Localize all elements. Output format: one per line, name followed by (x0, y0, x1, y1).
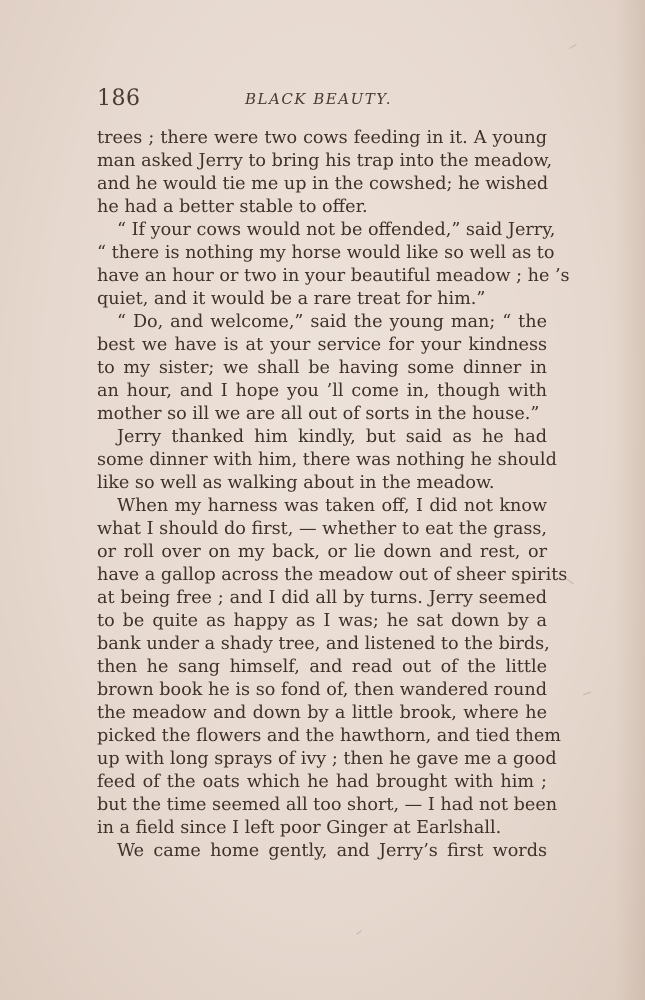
paper-speck (356, 930, 361, 935)
text-line: quiet, and it would be a rare treat for him.” (97, 289, 486, 309)
paper-speck (569, 44, 576, 49)
text-line: at being free ; and I did all by turns. Jerry seemed (97, 588, 547, 608)
text-line: Jerry thanked him kindly, but said as he had (117, 427, 547, 447)
text-line: We came home gently, and Jerry’s first words (117, 841, 547, 861)
text-line: have a gallop across the meadow out of sheer spirits (97, 565, 568, 585)
text-line: brown book he is so fond of, then wandered round (97, 680, 547, 700)
text-line: he had a better stable to offer. (97, 197, 368, 217)
text-line: picked the flowers and the hawthorn, and tied them (97, 726, 561, 746)
text-line: the meadow and down by a little brook, where he (97, 703, 547, 723)
text-line: like so well as walking about in the meadow. (97, 473, 495, 493)
body-text (97, 127, 570, 863)
text-line: what I should do first, — whether to eat the grass, (97, 519, 547, 539)
text-line: “ Do, and welcome,” said the young man; “ the (117, 312, 547, 332)
text-line: up with long sprays of ivy ; then he gave me a good (97, 749, 557, 769)
text-line: and he would tie me up in the cowshed; he wished (97, 174, 549, 194)
text-line: best we have is at your service for your kindness (97, 335, 547, 355)
paper-speck (583, 692, 591, 696)
page-number: 186 (97, 86, 141, 111)
paper-speck (566, 579, 573, 584)
text-line: “ there is nothing my horse would like so well as to (97, 243, 555, 263)
text-line: to be quite as happy as I was; he sat down by a (97, 611, 547, 631)
text-line: mother so ill we are all out of sorts in the house.” (97, 404, 540, 424)
text-line: then he sang himself, and read out of the little (97, 657, 547, 677)
text-line: have an hour or two in your beautiful meadow ; he ’s (97, 266, 570, 286)
text-line: in a field since I left poor Ginger at Earlshall. (97, 818, 502, 838)
text-line: man asked Jerry to bring his trap into the meadow, (97, 151, 553, 171)
text-line: or roll over on my back, or lie down and rest, or (97, 542, 547, 562)
text-line: to my sister; we shall be having some dinner in (97, 358, 547, 378)
running-head (97, 86, 547, 116)
text-line: but the time seemed all too short, — I had not been (97, 795, 558, 815)
text-line: feed of the oats which he had brought with him ; (97, 772, 547, 792)
book-title: BLACK BEAUTY. (245, 90, 392, 108)
text-line: “ If your cows would not be offended,” said Jerry, (117, 220, 556, 240)
text-line: bank under a shady tree, and listened to the birds, (97, 634, 550, 654)
text-line: an hour, and I hope you ’ll come in, though with (97, 381, 547, 401)
text-line: trees ; there were two cows feeding in it. A young (97, 128, 547, 148)
text-line: some dinner with him, there was nothing he should (97, 450, 557, 470)
text-line: When my harness was taken off, I did not know (117, 496, 547, 516)
